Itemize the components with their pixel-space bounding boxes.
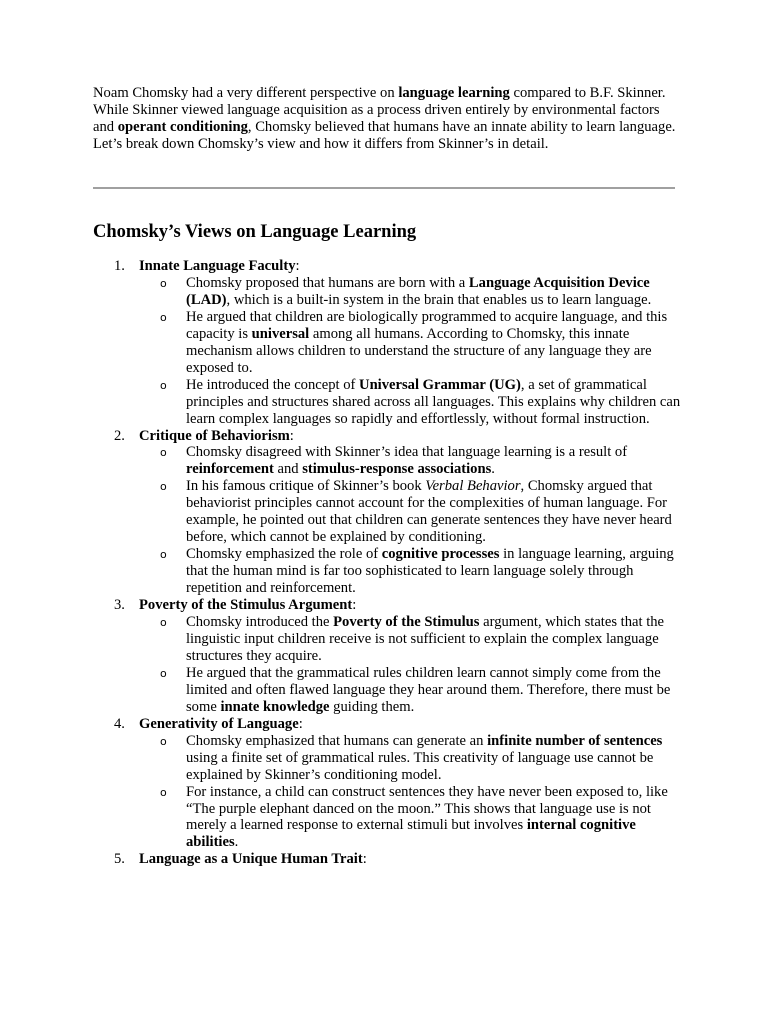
text-run: He argued that children are biologically programmed to acquire language, and this capacity is bbox=[186, 308, 668, 342]
text-run: Chomsky emphasized that humans can generate an bbox=[186, 732, 488, 749]
list-item-title: Poverty of the Stimulus Argument bbox=[139, 597, 353, 614]
text-run: and bbox=[273, 461, 303, 478]
title-colon: : bbox=[298, 715, 303, 732]
numbered-list bbox=[93, 258, 685, 868]
text-run: argument, which states that the linguistic input children receive is not sufficient to explain the complex language structures they acquire. bbox=[186, 614, 665, 664]
bullet-icon: o bbox=[160, 616, 167, 630]
title-colon: : bbox=[295, 258, 300, 274]
list-item bbox=[93, 851, 685, 868]
text-run: among all humans. According to Chomsky, this innate mechanism allows children to understand the structure of any language they are exposed to. bbox=[186, 325, 652, 376]
text-run: . bbox=[234, 834, 239, 851]
section-heading: Chomsky’s Views on Language Learning bbox=[93, 222, 417, 242]
list-number: 1. bbox=[114, 258, 125, 274]
sub-list-item bbox=[139, 546, 685, 597]
text-run: , which is a built-in system in the brain that enables us to learn language. bbox=[226, 291, 652, 308]
text-run: using a finite set of grammatical rules. This creativity of language use cannot be explained by Skinner’s conditioning model. bbox=[186, 749, 654, 783]
bullet-icon: o bbox=[160, 480, 167, 494]
bullet-icon: o bbox=[160, 310, 167, 324]
sub-list bbox=[139, 614, 685, 716]
sub-list-text bbox=[186, 733, 662, 783]
bold-text: cognitive processes bbox=[381, 546, 500, 563]
bullet-icon: o bbox=[160, 378, 167, 392]
list-number: 2. bbox=[114, 427, 125, 444]
bullet-icon: o bbox=[160, 666, 167, 680]
text-run: Chomsky proposed that humans are born with a bbox=[186, 274, 469, 291]
sub-list-item bbox=[139, 309, 685, 377]
bold-text: Language Acquisition Device (LAD) bbox=[186, 274, 650, 308]
bold-text: language learning bbox=[398, 85, 510, 101]
bullet-icon: o bbox=[160, 276, 167, 290]
sub-list-item bbox=[139, 275, 685, 309]
list-item bbox=[93, 716, 685, 852]
text-run: , Chomsky argued that behaviorist principles cannot account for the complexities of human language. For example, he pointed out that children can generate sentences they have never heard before, which cannot be explained by conditioning. bbox=[186, 478, 672, 546]
list-number: 3. bbox=[114, 597, 125, 614]
intro-paragraph bbox=[93, 85, 683, 153]
text-run: , Chomsky believed that humans have an innate ability to learn language. Let’s break down Chomsky’s view and how it differs from Skinner’s in detail. bbox=[93, 119, 676, 152]
italic-text: Verbal Behavior bbox=[425, 478, 521, 495]
sub-list-text bbox=[186, 546, 674, 596]
bold-text: universal bbox=[251, 325, 310, 342]
horizontal-rule bbox=[93, 187, 675, 189]
list-item-title: Language as a Unique Human Trait bbox=[139, 851, 363, 868]
sub-list-item bbox=[139, 665, 685, 716]
sub-list-item bbox=[139, 478, 685, 546]
bold-text: stimulus-response associations bbox=[302, 461, 492, 478]
sub-list-text bbox=[186, 665, 670, 715]
bullet-icon: o bbox=[160, 734, 167, 748]
list-item-title: Innate Language Faculty bbox=[139, 258, 296, 274]
bold-text: innate knowledge bbox=[220, 698, 330, 715]
list-number: 5. bbox=[114, 851, 125, 868]
list-item-title: Critique of Behaviorism bbox=[139, 427, 290, 444]
title-colon: : bbox=[362, 851, 367, 868]
bold-text: operant conditioning bbox=[117, 119, 248, 135]
list-number: 4. bbox=[114, 715, 125, 732]
text-run: Chomsky disagreed with Skinner’s idea that language learning is a result of bbox=[186, 444, 628, 461]
text-run: For instance, a child can construct sentences they have never been exposed to, like “The purple elephant danced on the moon.” This shows that language use is not merely a learned response to external stimuli but involves bbox=[186, 783, 668, 834]
sub-list-text bbox=[186, 478, 672, 545]
text-run: compared to B.F. Skinner. While Skinner viewed language acquisition as a process driven entirely by environmental factors and bbox=[93, 85, 666, 135]
text-run: . bbox=[491, 461, 495, 478]
list-item bbox=[93, 428, 685, 598]
sub-list-text bbox=[186, 784, 668, 851]
list-item-title: Generativity of Language bbox=[139, 715, 299, 732]
text-run: He argued that the grammatical rules children learn cannot simply come from the limited and often flawed language they hear around them. Therefore, there must be some bbox=[186, 664, 671, 715]
bullet-icon: o bbox=[160, 785, 167, 799]
text-run: Chomsky introduced the bbox=[186, 614, 334, 631]
text-run: , a set of grammatical principles and structures shared across all languages. This explains why children can learn complex languages so rapidly and effortlessly, without formal instruction. bbox=[186, 376, 681, 427]
sub-list-item bbox=[139, 444, 685, 478]
bold-text: reinforcement bbox=[186, 461, 274, 478]
sub-list bbox=[139, 444, 685, 597]
text-run: Noam Chomsky had a very different perspective on bbox=[93, 85, 399, 101]
title-colon: : bbox=[352, 597, 357, 614]
bold-text: Universal Grammar (UG) bbox=[359, 376, 521, 393]
text-run: In his famous critique of Skinner’s book bbox=[186, 478, 426, 495]
sub-list bbox=[139, 275, 685, 428]
title-colon: : bbox=[289, 427, 294, 444]
bullet-icon: o bbox=[160, 446, 167, 460]
sub-list-item bbox=[139, 614, 685, 665]
bold-text: internal cognitive abilities bbox=[186, 817, 636, 851]
sub-list bbox=[139, 733, 685, 852]
text-run: Chomsky emphasized the role of bbox=[186, 546, 382, 563]
sub-list-text bbox=[186, 309, 667, 376]
sub-list-text bbox=[186, 614, 664, 664]
text-run: He introduced the concept of bbox=[186, 376, 360, 393]
text-run: guiding them. bbox=[329, 698, 415, 715]
list-item bbox=[93, 597, 685, 716]
sub-list-text bbox=[186, 275, 651, 308]
sub-list-text bbox=[186, 377, 680, 427]
sub-list-text bbox=[186, 444, 627, 477]
bold-text: Poverty of the Stimulus bbox=[333, 614, 480, 631]
sub-list-item bbox=[139, 784, 685, 852]
text-run: in language learning, arguing that the human mind is far too sophisticated to learn language solely through repetition and reinforcement. bbox=[186, 546, 674, 597]
sub-list-item bbox=[139, 377, 685, 428]
sub-list-item bbox=[139, 733, 685, 784]
bold-text: infinite number of sentences bbox=[487, 732, 663, 749]
list-item bbox=[93, 258, 685, 428]
bullet-icon: o bbox=[160, 548, 167, 562]
